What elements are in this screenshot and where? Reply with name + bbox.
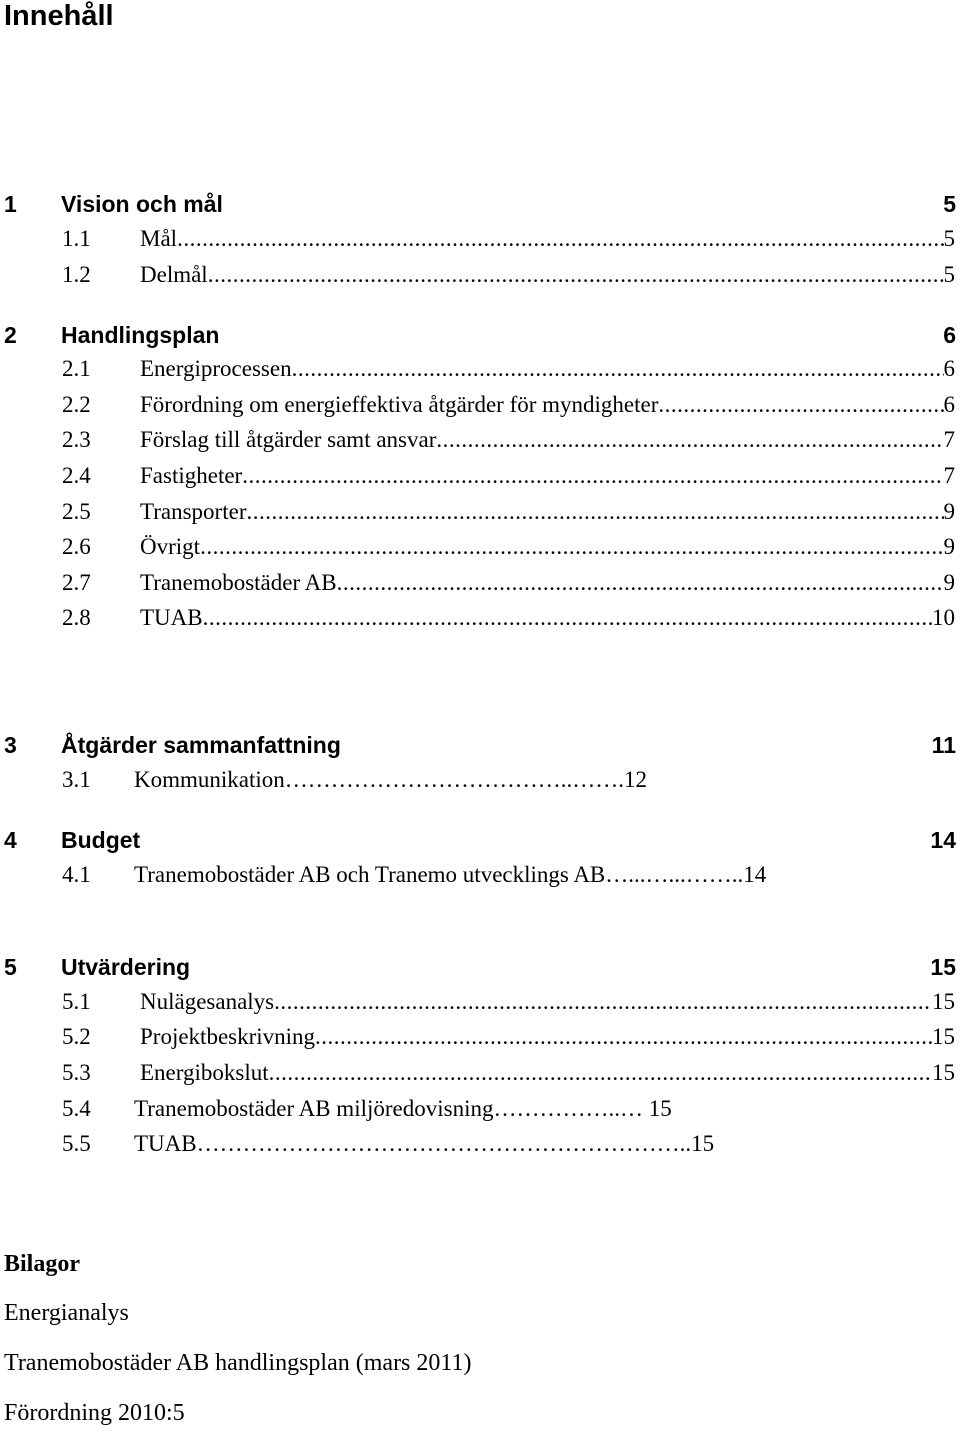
entry-label: Fastigheter: [140, 463, 243, 488]
entry-page: 9: [943, 570, 955, 595]
entry-label: Energiprocessen: [140, 356, 292, 381]
toc-entry-2-3[interactable]: [62, 424, 955, 456]
entry-number: 5.4: [62, 1096, 91, 1121]
entry-number: 5.1: [62, 989, 91, 1014]
toc-entry-1-1[interactable]: [62, 223, 955, 255]
appendix-item: Tranemobostäder AB handlingsplan (mars 2011): [4, 1350, 472, 1376]
chapter-page: 14: [930, 827, 956, 853]
toc-chapter-1[interactable]: [4, 188, 956, 220]
dot-leader: [200, 531, 943, 563]
dot-leader: [292, 353, 944, 385]
toc-entry-2-1[interactable]: [62, 353, 955, 385]
chapter-label: Vision och mål: [61, 191, 223, 217]
toc-entry-3-1[interactable]: [62, 764, 955, 796]
entry-number: 5.3: [62, 1060, 91, 1085]
toc-entry-5-4[interactable]: [62, 1093, 955, 1125]
toc-entry-2-8[interactable]: [62, 602, 955, 634]
entry-page: 9: [943, 499, 955, 524]
dot-leader: [658, 389, 943, 421]
entry-number: 1.1: [62, 226, 91, 251]
entry-label: Övrigt: [140, 534, 201, 559]
entry-label: Förslag till åtgärder samt ansvar: [140, 427, 437, 452]
dot-leader: [315, 1021, 932, 1053]
entry-page: 15: [932, 1024, 955, 1049]
entry-label: Tranemobostäder AB: [140, 570, 337, 595]
entry-number: 2.2: [62, 392, 91, 417]
toc-entry-5-5[interactable]: [62, 1128, 955, 1160]
chapter-number: 1: [4, 191, 17, 217]
entry-number: 4.1: [62, 862, 91, 887]
chapter-number: 2: [4, 322, 17, 348]
entry-label: Transporter: [140, 499, 247, 524]
page-title: Innehåll: [4, 0, 114, 32]
chapter-number: 3: [4, 732, 17, 758]
toc-entry-2-7[interactable]: [62, 567, 955, 599]
entry-label: Mål: [140, 226, 178, 251]
entry-label: Projektbeskrivning: [140, 1024, 316, 1049]
entry-page: 5: [943, 226, 955, 251]
entry-page: 15: [932, 1060, 955, 1085]
entry-number: 2.5: [62, 499, 91, 524]
dot-leader: [269, 1057, 932, 1089]
appendix-heading: Bilagor: [4, 1251, 80, 1277]
entry-label: Tranemobostäder AB och Tranemo utvecklings AB…...…...……..14: [134, 862, 767, 887]
entry-label: TUAB………………………………………………………..15: [134, 1131, 715, 1156]
entry-number: 2.3: [62, 427, 91, 452]
entry-page: 9: [943, 534, 955, 559]
chapter-page: 5: [943, 191, 956, 217]
toc-entry-4-1[interactable]: [62, 859, 955, 891]
dot-leader: [274, 986, 932, 1018]
chapter-label: Åtgärder sammanfattning: [61, 732, 341, 758]
toc-entry-2-5[interactable]: [62, 496, 955, 528]
toc-entry-5-2[interactable]: [62, 1021, 955, 1053]
chapter-label: Handlingsplan: [61, 322, 220, 348]
toc-entry-2-6[interactable]: [62, 531, 955, 563]
appendix-item: Förordning 2010:5: [4, 1400, 185, 1426]
entry-number: 2.1: [62, 356, 91, 381]
dot-leader: [177, 223, 943, 255]
toc-entry-2-2[interactable]: [62, 389, 955, 421]
entry-page: 5: [943, 262, 955, 287]
chapter-number: 5: [4, 954, 17, 980]
toc-chapter-5[interactable]: [4, 951, 956, 983]
dot-leader: [203, 602, 932, 634]
toc-entry-2-4[interactable]: [62, 460, 955, 492]
appendix-item: Energianalys: [4, 1300, 129, 1326]
entry-page: 10: [932, 605, 955, 630]
entry-label: Förordning om energieffektiva åtgärder för myndigheter: [140, 392, 659, 417]
dot-leader: [208, 259, 944, 291]
entry-number: 2.6: [62, 534, 91, 559]
entry-page: 7: [943, 427, 955, 452]
entry-page: 6: [943, 392, 955, 417]
dot-leader: [436, 424, 943, 456]
entry-label: Nulägesanalys: [140, 989, 275, 1014]
dot-leader: [242, 460, 943, 492]
entry-number: 3.1: [62, 767, 91, 792]
entry-number: 1.2: [62, 262, 91, 287]
entry-number: 2.8: [62, 605, 91, 630]
entry-page: 15: [932, 989, 955, 1014]
chapter-number: 4: [4, 827, 17, 853]
toc-entry-5-3[interactable]: [62, 1057, 955, 1089]
entry-number: 5.5: [62, 1131, 91, 1156]
toc-chapter-3[interactable]: [4, 729, 956, 761]
chapter-page: 15: [930, 954, 956, 980]
entry-page: 6: [943, 356, 955, 381]
entry-label: TUAB: [140, 605, 203, 630]
entry-number: 5.2: [62, 1024, 91, 1049]
entry-label: Delmål: [140, 262, 208, 287]
entry-label: Tranemobostäder AB miljöredovisning……………..… 15: [134, 1096, 672, 1121]
chapter-page: 11: [931, 732, 956, 758]
toc-chapter-4[interactable]: [4, 824, 956, 856]
entry-label: Kommunikation………………………………..…….12: [134, 767, 648, 792]
entry-number: 2.4: [62, 463, 91, 488]
chapter-label: Budget: [61, 827, 141, 853]
entry-number: 2.7: [62, 570, 91, 595]
toc-chapter-2[interactable]: [4, 319, 956, 351]
dot-leader: [337, 567, 944, 599]
entry-label: Energibokslut: [140, 1060, 269, 1085]
chapter-label: Utvärdering: [61, 954, 191, 980]
toc-entry-5-1[interactable]: [62, 986, 955, 1018]
dot-leader: [246, 496, 943, 528]
toc-entry-1-2[interactable]: [62, 259, 955, 291]
chapter-page: 6: [943, 322, 956, 348]
entry-page: 7: [943, 463, 955, 488]
